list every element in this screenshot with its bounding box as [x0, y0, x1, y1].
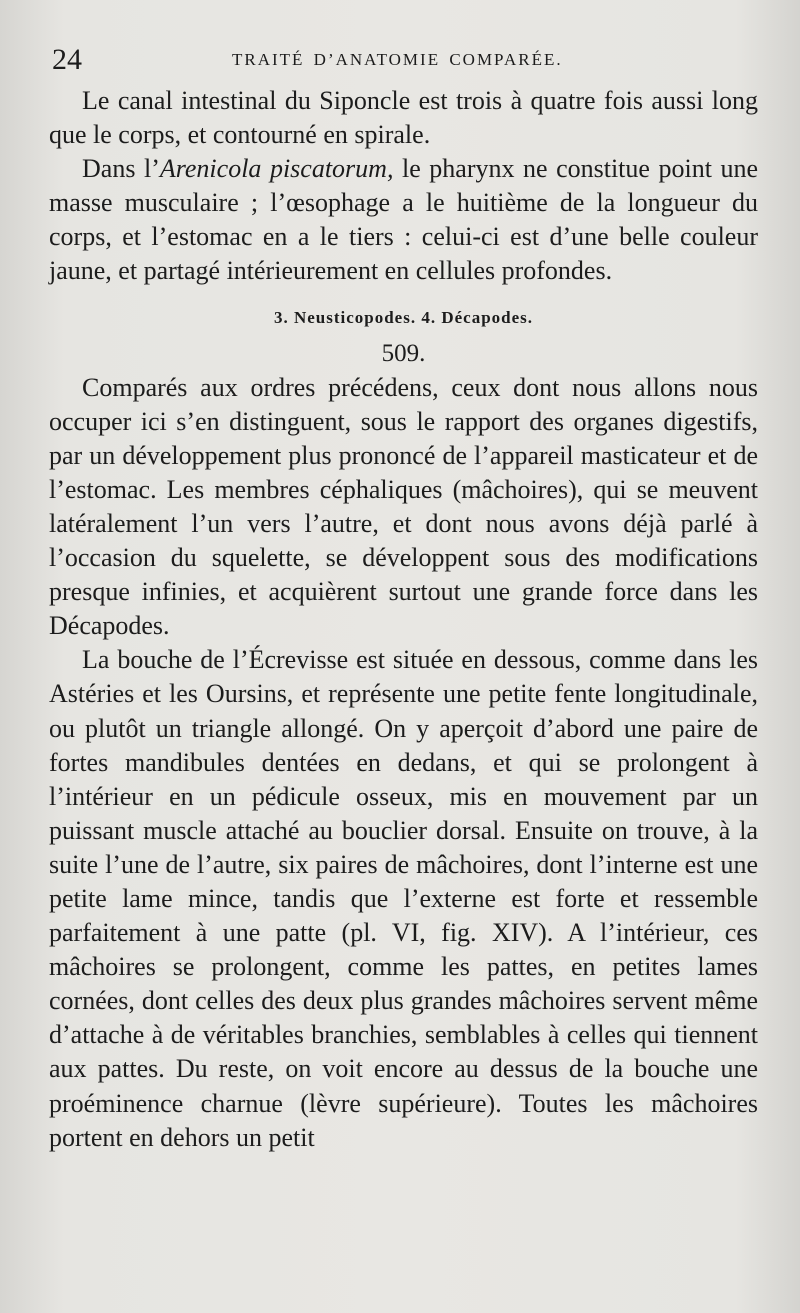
article-number: 509. [381, 339, 426, 367]
section-heading: 3. Neusticopodes. 4. Décapodes. [273, 307, 534, 327]
page-number: 24 [52, 43, 82, 76]
species-name: Arenicola piscatorum, [159, 154, 394, 184]
running-title: TRAITÉ D’ANATOMIE COMPARÉE. [232, 50, 563, 69]
paragraph-ecrevisse: La bouche de l’Écrevisse est située en dessous, comme dans les Astéries et les Oursins, et représente une petite fente longitudinale, ou plutôt un triangle allongé. On y aperçoit d’abord une paire de fortes mandibules dentées en dedans, et qui se prolongent à l’intérieur en un pédicule osseux, mis en mouvement par un puissant muscle attaché au bouclier dorsal. Ensuite on trouve, à la suite l’une de l’autre, six paires de mâchoires, dont l’interne est une petite lame mince, tandis que l’externe est forte et ressemble parfaitement à une patte (pl. VI, fig. XIV). A l’intérieur, ces mâchoires se prolongent, comme les pattes, en petites lames cornées, dont celles des deux plus grandes mâchoires servent même d’attache à de véritables branchies, semblables à celles qui tiennent aux pattes. Du reste, on voit encore au dessus de la bouche une proéminence charnue (lèvre supérieure). Toutes les mâchoires portent en dehors un petit [49, 645, 758, 1152]
page-header [52, 40, 760, 80]
arenicola-text: le pharynx ne constitue point une masse musculaire ; l’œsophage a le huitième de la longueur du corps, et l’estomac en a le tiers : celui-ci est d’une belle couleur jaune, et partagé intérieurement en cellules profondes. [49, 154, 758, 286]
arenicola-intro: Dans l’ [82, 154, 160, 184]
paragraph-compares: Comparés aux ordres précédens, ceux dont nous allons nous occuper ici s’en distinguent, sous le rapport des organes digestifs, par un développement plus prononcé de l’appareil masticateur et de l’estomac. Les membres céphaliques (mâchoires), qui se meuvent latéralement l’un vers l’autre, et dont nous avons déjà parlé à l’occasion du squelette, se développent sous des modifications presque infinies, et acquièrent surtout une grande force dans les Décapodes. [49, 372, 758, 641]
page-body [49, 84, 758, 1155]
paragraph-arenicola [49, 152, 758, 288]
paragraph-siponcle: Le canal intestinal du Siponcle est trois à quatre fois aussi long que le corps, et contourné en spirale. [49, 86, 758, 150]
